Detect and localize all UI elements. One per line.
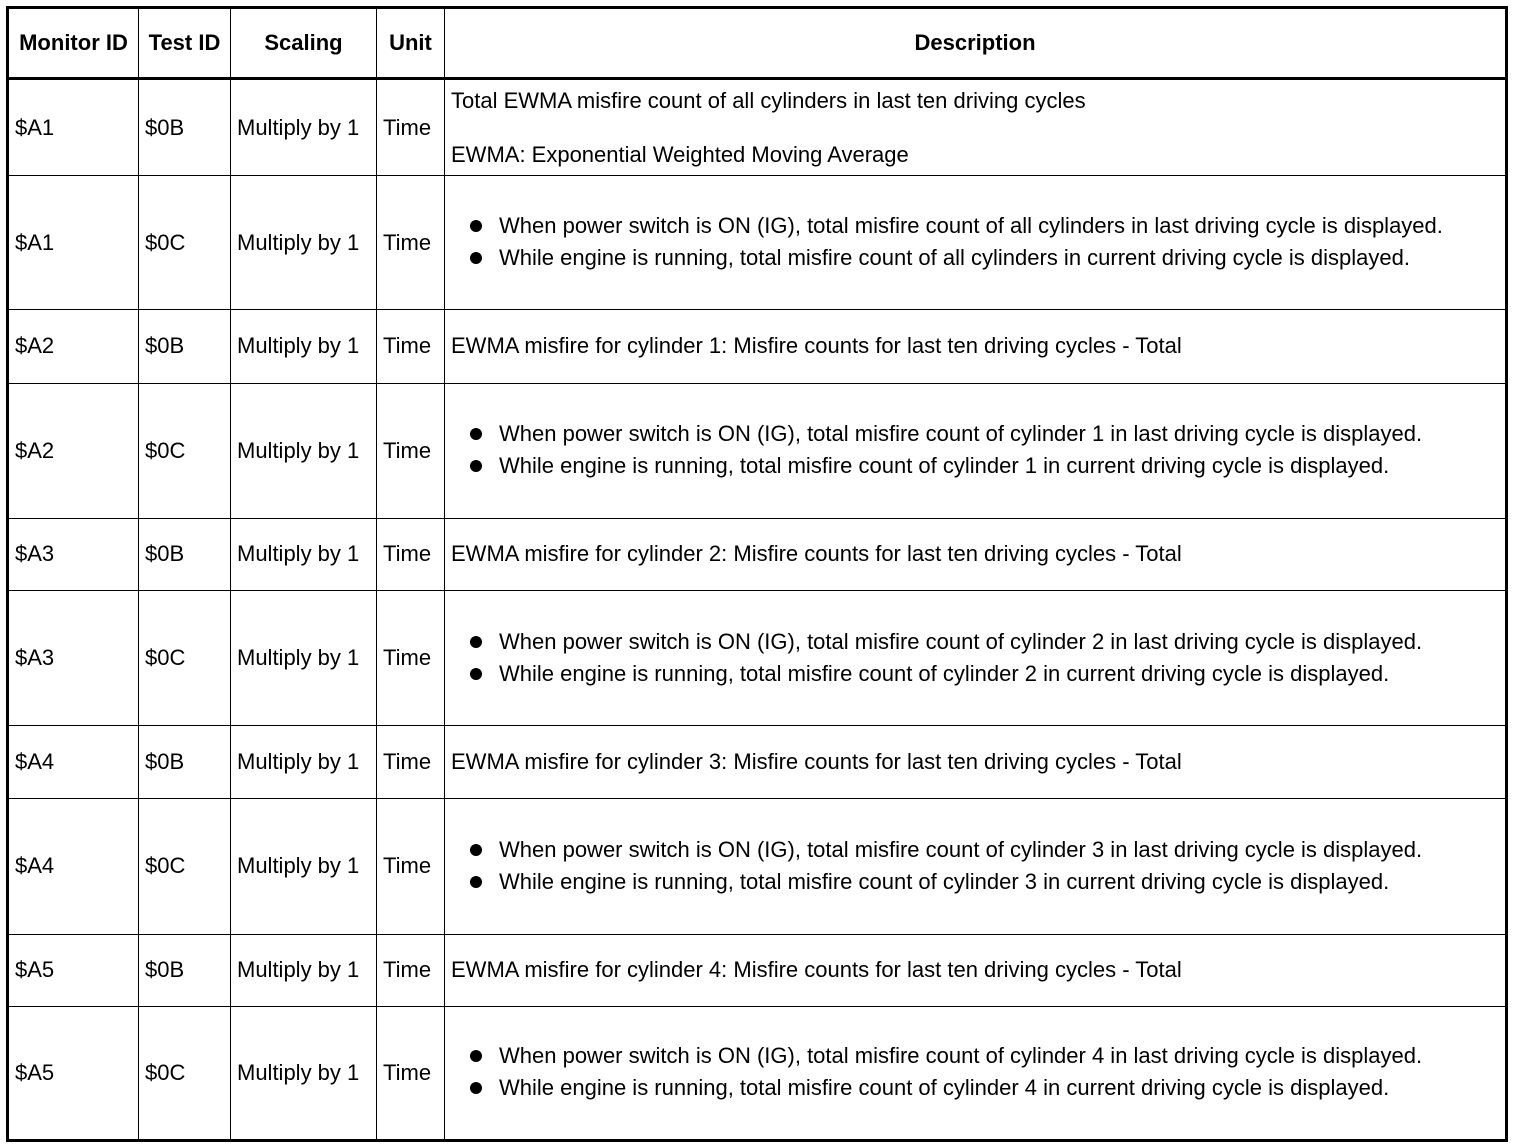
bullet-list <box>451 627 1499 689</box>
table-row <box>8 383 1507 518</box>
test-id-cell: $0C <box>139 176 231 310</box>
monitor-id-cell: $A4 <box>8 726 139 799</box>
unit-cell: Time <box>377 176 445 310</box>
scaling-cell: Multiply by 1 <box>231 934 377 1006</box>
bullet-item: While engine is running, total misfire count of cylinder 2 in current driving cycle is displayed. <box>499 659 1499 689</box>
table-row <box>8 726 1507 799</box>
header-row <box>8 8 1507 79</box>
table-row <box>8 590 1507 725</box>
test-id-cell: $0C <box>139 1006 231 1140</box>
scaling-cell: Multiply by 1 <box>231 176 377 310</box>
header-test-id: Test ID <box>139 8 231 79</box>
table-row <box>8 934 1507 1006</box>
description-cell <box>445 799 1507 934</box>
bullet-item: When power switch is ON (IG), total misfire count of cylinder 2 in last driving cycle is displayed. <box>499 627 1499 657</box>
header-description: Description <box>445 8 1507 79</box>
unit-cell: Time <box>377 590 445 725</box>
header-unit: Unit <box>377 8 445 79</box>
monitor-id-cell: $A1 <box>8 176 139 310</box>
monitor-test-table <box>6 6 1508 1142</box>
bullet-item: While engine is running, total misfire count of cylinder 3 in current driving cycle is displayed. <box>499 867 1499 897</box>
bullet-item: When power switch is ON (IG), total misfire count of cylinder 1 in last driving cycle is displayed. <box>499 419 1499 449</box>
unit-cell: Time <box>377 383 445 518</box>
bullet-item: While engine is running, total misfire count of all cylinders in current driving cycle is displayed. <box>499 243 1499 273</box>
monitor-id-cell: $A5 <box>8 1006 139 1140</box>
table-row <box>8 176 1507 310</box>
description-cell: EWMA misfire for cylinder 4: Misfire counts for last ten driving cycles - Total <box>445 934 1507 1006</box>
description-cell: EWMA misfire for cylinder 2: Misfire counts for last ten driving cycles - Total <box>445 518 1507 590</box>
description-cell <box>445 1006 1507 1140</box>
unit-cell: Time <box>377 310 445 383</box>
unit-cell: Time <box>377 799 445 934</box>
unit-cell: Time <box>377 1006 445 1140</box>
scaling-cell: Multiply by 1 <box>231 1006 377 1140</box>
bullet-item: While engine is running, total misfire count of cylinder 1 in current driving cycle is displayed. <box>499 451 1499 481</box>
scaling-cell: Multiply by 1 <box>231 590 377 725</box>
header-scaling: Scaling <box>231 8 377 79</box>
unit-cell: Time <box>377 518 445 590</box>
scaling-cell: Multiply by 1 <box>231 799 377 934</box>
bullet-list <box>451 1041 1499 1103</box>
scaling-cell: Multiply by 1 <box>231 518 377 590</box>
bullet-list <box>451 211 1499 273</box>
scaling-cell: Multiply by 1 <box>231 79 377 176</box>
table-row <box>8 518 1507 590</box>
monitor-id-cell: $A2 <box>8 310 139 383</box>
monitor-id-cell: $A2 <box>8 383 139 518</box>
table-row <box>8 79 1507 176</box>
monitor-id-cell: $A3 <box>8 518 139 590</box>
monitor-id-cell: $A5 <box>8 934 139 1006</box>
header-monitor-id: Monitor ID <box>8 8 139 79</box>
bullet-list <box>451 419 1499 481</box>
description-cell <box>445 383 1507 518</box>
monitor-id-cell: $A1 <box>8 79 139 176</box>
test-id-cell: $0B <box>139 518 231 590</box>
bullet-item: When power switch is ON (IG), total misfire count of all cylinders in last driving cycle is displayed. <box>499 211 1499 241</box>
monitor-id-cell: $A3 <box>8 590 139 725</box>
description-text: Total EWMA misfire count of all cylinders in last ten driving cycles <box>451 87 1086 113</box>
description-cell <box>445 79 1507 176</box>
unit-cell: Time <box>377 726 445 799</box>
description-cell <box>445 176 1507 310</box>
bullet-item: When power switch is ON (IG), total misfire count of cylinder 3 in last driving cycle is displayed. <box>499 835 1499 865</box>
description-note: EWMA: Exponential Weighted Moving Average <box>451 141 909 167</box>
test-id-cell: $0B <box>139 310 231 383</box>
bullet-item: While engine is running, total misfire count of cylinder 4 in current driving cycle is displayed. <box>499 1073 1499 1103</box>
description-cell: EWMA misfire for cylinder 3: Misfire counts for last ten driving cycles - Total <box>445 726 1507 799</box>
bullet-item: When power switch is ON (IG), total misfire count of cylinder 4 in last driving cycle is displayed. <box>499 1041 1499 1071</box>
description-cell: EWMA misfire for cylinder 1: Misfire counts for last ten driving cycles - Total <box>445 310 1507 383</box>
table-row <box>8 799 1507 934</box>
test-id-cell: $0B <box>139 726 231 799</box>
test-id-cell: $0B <box>139 79 231 176</box>
test-id-cell: $0C <box>139 383 231 518</box>
table-row <box>8 310 1507 383</box>
test-id-cell: $0C <box>139 799 231 934</box>
test-id-cell: $0C <box>139 590 231 725</box>
test-id-cell: $0B <box>139 934 231 1006</box>
unit-cell: Time <box>377 79 445 176</box>
description-cell <box>445 590 1507 725</box>
monitor-id-cell: $A4 <box>8 799 139 934</box>
scaling-cell: Multiply by 1 <box>231 726 377 799</box>
scaling-cell: Multiply by 1 <box>231 383 377 518</box>
unit-cell: Time <box>377 934 445 1006</box>
bullet-list <box>451 835 1499 897</box>
scaling-cell: Multiply by 1 <box>231 310 377 383</box>
table-row <box>8 1006 1507 1140</box>
